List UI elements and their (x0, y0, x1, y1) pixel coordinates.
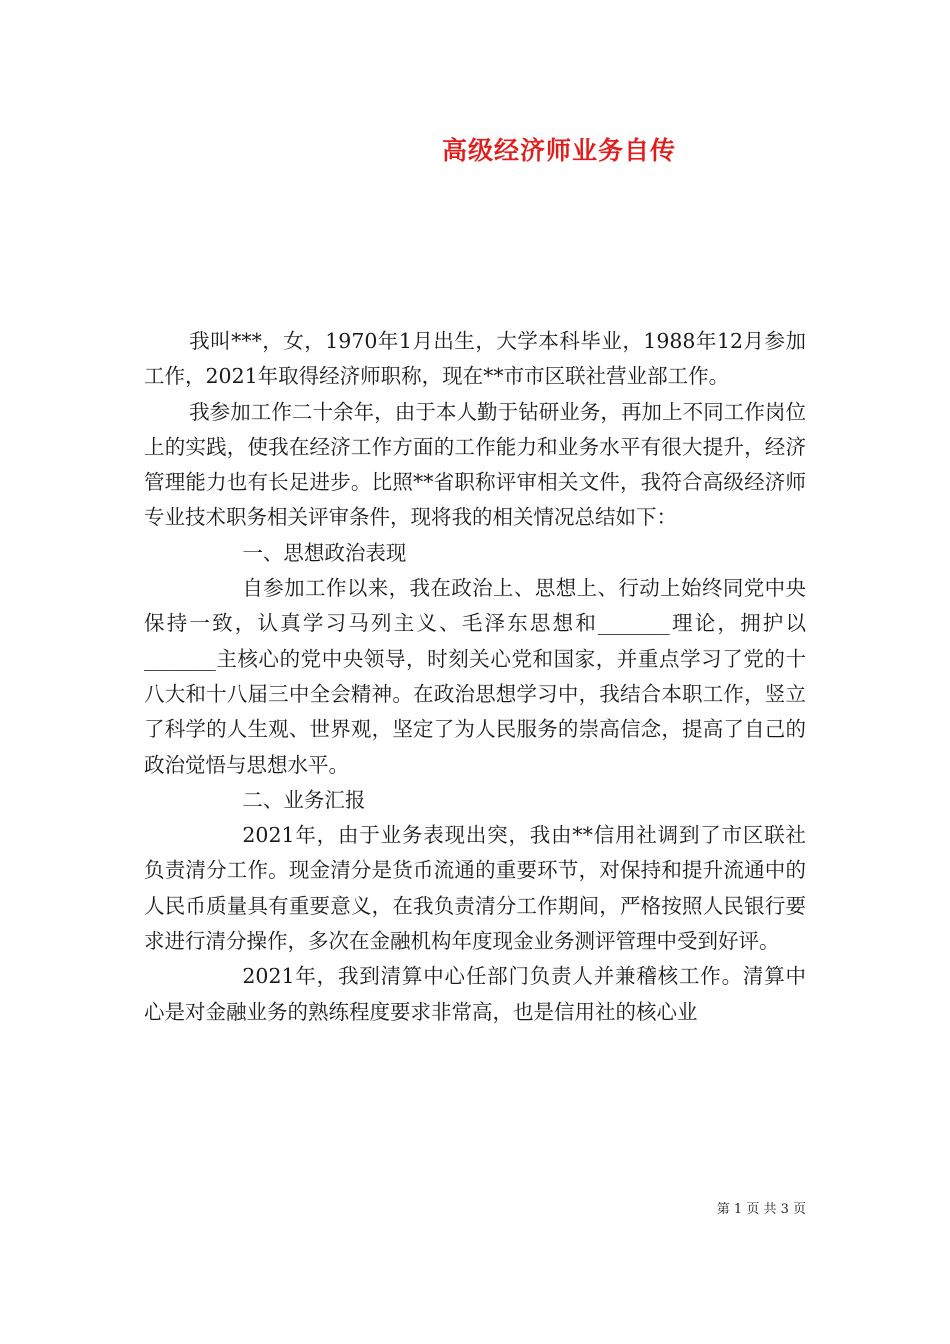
page-number: 第 1 页 共 3 页 (716, 1202, 806, 1217)
paragraph-business-settlement: 2021年，我到清算中心任部门负责人并兼稽核工作。清算中心是对金融业务的熟练程度要求非常高，也是信用社的核心业 (144, 964, 806, 1024)
paragraph-political: 自参加工作以来，我在政治上、思想上、行动上始终同党中央保持一致，认真学习马列主义、毛泽东思想和_______理论，拥护以_______主核心的党中央领导，时刻关心党和国家，并重点学习了党的十八大和十八届三中全会精神。在政治思想学习中，我结合本职工作，竖立了科学的人生观、世界观，坚定了为人民服务的崇高信念，提高了自己的政治觉悟与思想水平。 (144, 576, 806, 777)
document-body (144, 324, 806, 1030)
section-heading-political: 一、思想政治表现 (242, 540, 407, 565)
section-heading-business: 二、业务汇报 (242, 787, 366, 812)
paragraph-personal-info: 我叫***，女，1970年1月出生，大学本科毕业，1988年12月参加工作，2021年取得经济师职称，现在**市市区联社营业部工作。 (144, 329, 806, 389)
document-title: 高级经济师业务自传 (441, 136, 676, 165)
paragraph-work-summary: 我参加工作二十余年，由于本人勤于钻研业务，再加上不同工作岗位上的实践，使我在经济工作方面的工作能力和业务水平有很大提升，经济管理能力也有长足进步。比照**省职称评审相关文件，我符合高级经济师专业技术职务相关评审条件，现将我的相关情况总结如下： (144, 399, 806, 530)
paragraph-business-clearing: 2021年，由于业务表现出突，我由**信用社调到了市区联社负责清分工作。现金清分是货币流通的重要环节，对保持和提升流通中的人民币质量具有重要意义，在我负责清分工作期间，严格按照人民银行要求进行清分操作，多次在金融机构年度现金业务测评管理中受到好评。 (144, 823, 806, 954)
